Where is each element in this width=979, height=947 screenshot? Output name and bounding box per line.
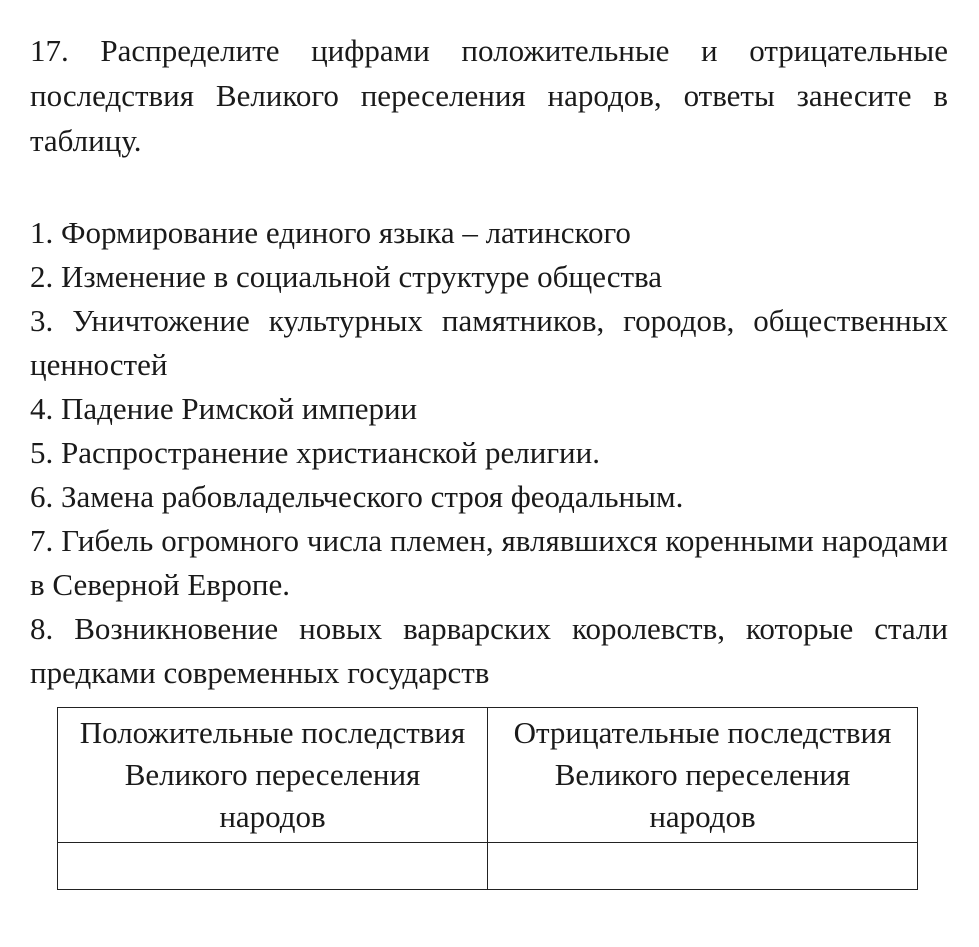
list-item-4: 4. Падение Римской империи bbox=[30, 391, 418, 426]
list-item-1: 1. Формирование единого языка – латинского bbox=[30, 215, 631, 250]
consequences-list bbox=[30, 211, 948, 695]
list-item-7: 7. Гибель огромного числа племен, являвшихся коренными народами в Северной Европе. bbox=[30, 523, 948, 602]
answer-table bbox=[57, 707, 918, 890]
task-text: 17. Распределите цифрами положительные и отрицательные последствия Великого переселения народов, ответы занесите в таблицу. bbox=[30, 33, 948, 158]
negative-consequences-header: Отрицательные последствия Великого переселения народов bbox=[488, 708, 918, 843]
list-item-2: 2. Изменение в социальной структуре общества bbox=[30, 259, 663, 294]
list-item-8: 8. Возникновение новых варварских королевств, которые стали предками современных государств bbox=[30, 611, 948, 690]
list-item-5: 5. Распространение христианской религии. bbox=[30, 435, 600, 470]
positive-consequences-header: Положительные последствия Великого переселения народов bbox=[58, 708, 488, 843]
positive-answer-cell[interactable] bbox=[58, 843, 488, 890]
list-item-3: 3. Уничтожение культурных памятников, городов, общественных ценностей bbox=[30, 303, 948, 382]
table-row bbox=[58, 843, 918, 890]
document-page bbox=[30, 28, 948, 695]
list-item-6: 6. Замена рабовладельческого строя феодальным. bbox=[30, 479, 684, 514]
table-header-row bbox=[58, 708, 918, 843]
negative-answer-cell[interactable] bbox=[488, 843, 918, 890]
